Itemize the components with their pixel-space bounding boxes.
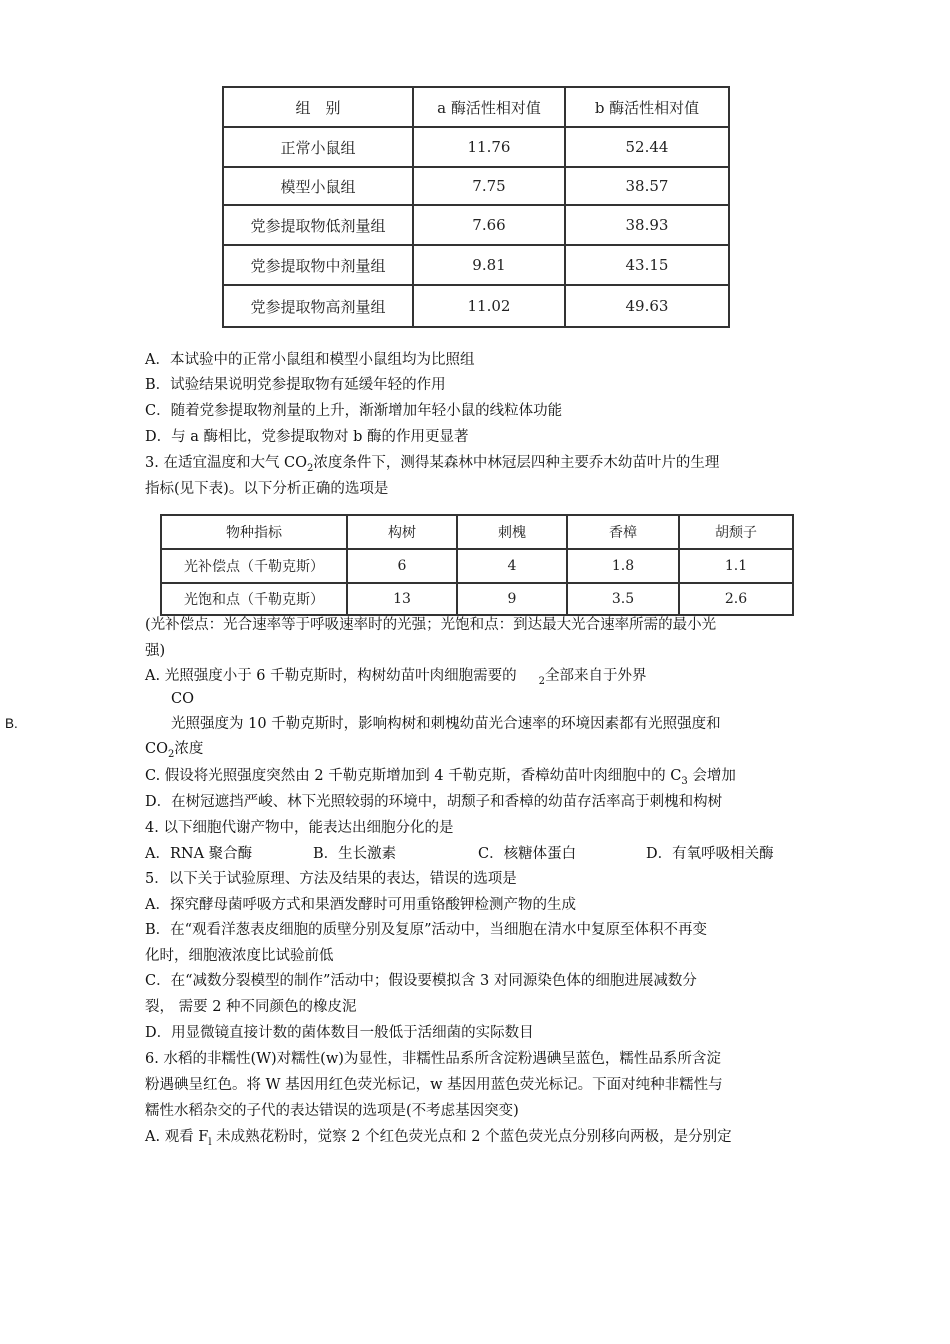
q5-option-d: D．用显微镜直接计数的菌体数目一般低于活细菌的实际数目 xyxy=(145,1025,534,1041)
table-header-cell: b 酶活性相对值 xyxy=(565,87,729,127)
q3-option-b-line-2: $CO_2$浓度 xyxy=(145,741,204,760)
q3-option-b-label: B. xyxy=(5,716,18,731)
table-cell: 1.1 xyxy=(679,549,793,583)
table-cell: 模型小鼠组 xyxy=(223,167,413,205)
table-cell: 光补偿点（千勒克斯） xyxy=(161,549,347,583)
table-header-cell: 组 别 xyxy=(223,87,413,127)
q4-option-b: B．生长激素 xyxy=(313,846,397,862)
table-row xyxy=(161,583,793,615)
table-cell: 党参提取物低剂量组 xyxy=(223,205,413,245)
q5-option-b-line-2: 化时，细胞液浓度比试验前低 xyxy=(145,948,334,964)
q2-option-a: A．本试验中的正常小鼠组和模型小鼠组均为比照组 xyxy=(145,352,475,368)
table-cell: 7.75 xyxy=(413,167,565,205)
q6-option-a: A. 观看 $F_l$ 未成熟花粉时，觉察 2 个红色荧光点和 2 个蓝色荧光点分别移向两极，是分别定 xyxy=(145,1129,732,1148)
q5-option-a: A．探究酵母菌呼吸方式和果酒发酵时可用重铬酸钾检测产物的生成 xyxy=(145,897,576,913)
table-header-cell: 刺槐 xyxy=(457,515,567,549)
q5-option-c-line-1: C．在“减数分裂模型的制作”活动中；假设要模拟含 3 对同源染色体的细胞进展减数分 xyxy=(145,973,697,989)
table-cell: 党参提取物中剂量组 xyxy=(223,245,413,285)
q5-option-c-line-2: 裂， 需要 2 种不同颜色的橡皮泥 xyxy=(145,999,357,1015)
table-header-cell: 胡颓子 xyxy=(679,515,793,549)
q3-option-a-co: CO xyxy=(171,691,194,707)
table-row xyxy=(223,285,729,327)
table-header-row xyxy=(223,87,729,127)
q3-option-d: D．在树冠遮挡严峻、林下光照较弱的环境中，胡颓子和香樟的幼苗存活率高于刺槐和构树 xyxy=(145,794,723,810)
table-cell: 4 xyxy=(457,549,567,583)
table-cell: 9.81 xyxy=(413,245,565,285)
q5-stem: 5．以下关于试验原理、方法及结果的表达，错误的选项是 xyxy=(145,871,517,887)
table-cell: 49.63 xyxy=(565,285,729,327)
table-cell: 11.76 xyxy=(413,127,565,167)
table-row xyxy=(223,167,729,205)
table-cell: 9 xyxy=(457,583,567,615)
table-cell: 正常小鼠组 xyxy=(223,127,413,167)
enzyme-activity-table xyxy=(222,86,730,328)
table-row xyxy=(223,245,729,285)
table-cell: 13 xyxy=(347,583,457,615)
table-cell: 38.57 xyxy=(565,167,729,205)
table-header-cell: 物种指标 xyxy=(161,515,347,549)
q3-option-c: C. 假设将光照强度突然由 2 千勒克斯增加到 4 千勒克斯，香樟幼苗叶肉细胞中的 $C_3$ 会增加 xyxy=(145,768,736,787)
table-row xyxy=(161,549,793,583)
q3-option-b-line-1: 光照强度为 10 千勒克斯时，影响构树和刺槐幼苗光合速率的环境因素都有光照强度和 xyxy=(171,716,721,732)
table-cell: 1.8 xyxy=(567,549,679,583)
q2-option-d: D．与 a 酶相比，党参提取物对 b 酶的作用更显著 xyxy=(145,429,469,445)
table-cell: 38.93 xyxy=(565,205,729,245)
table-row xyxy=(223,127,729,167)
table-cell: 7.66 xyxy=(413,205,565,245)
q5-option-b-line-1: B．在“观看洋葱表皮细胞的质壁分别及复原”活动中，当细胞在清水中复原至体积不再变 xyxy=(145,922,707,938)
table-cell: 6 xyxy=(347,549,457,583)
table-cell: 3.5 xyxy=(567,583,679,615)
q3-stem-line-2: 指标(见下表)。以下分析正确的选项是 xyxy=(145,481,389,497)
table-header-cell: 香樟 xyxy=(567,515,679,549)
q6-stem-line-2: 粉遇碘呈红色。将 W 基因用红色荧光标记，w 基因用蓝色荧光标记。下面对纯种非糯性与 xyxy=(145,1077,723,1093)
table-header-cell: 构树 xyxy=(347,515,457,549)
q3-option-a: A. 光照强度小于 6 千勒克斯时，构树幼苗叶肉细胞需要的 $_2$全部来自于外界 xyxy=(145,668,647,687)
q3-stem-line-1: 3. 在适宜温度和大气 $CO_2$浓度条件下，测得某森林中林冠层四种主要乔木幼苗叶片的生理 xyxy=(145,455,720,474)
table-row xyxy=(223,205,729,245)
table-cell: 光饱和点（千勒克斯） xyxy=(161,583,347,615)
table-cell: 党参提取物高剂量组 xyxy=(223,285,413,327)
q4-option-d: D．有氧呼吸相关酶 xyxy=(646,846,774,862)
table-header-row xyxy=(161,515,793,549)
seedling-light-table xyxy=(160,514,794,616)
q3-note-line-1: (光补偿点：光合速率等于呼吸速率时的光强；光饱和点：到达最大光合速率所需的最小光 xyxy=(145,617,717,633)
table-cell: 43.15 xyxy=(565,245,729,285)
q2-option-b: B．试验结果说明党参提取物有延缓年轻的作用 xyxy=(145,377,446,393)
q4-option-a: A．RNA 聚合酶 xyxy=(145,846,253,862)
q3-note-line-2: 强) xyxy=(145,643,166,659)
q6-stem-line-1: 6. 水稻的非糯性(W)对糯性(w)为显性，非糯性品系所含淀粉遇碘呈蓝色，糯性品系所含淀 xyxy=(145,1051,721,1067)
table-cell: 2.6 xyxy=(679,583,793,615)
table-cell: 52.44 xyxy=(565,127,729,167)
q2-option-c: C．随着党参提取物剂量的上升，渐渐增加年轻小鼠的线粒体功能 xyxy=(145,403,563,419)
q6-stem-line-3: 糯性水稻杂交的子代的表达错误的选项是(不考虑基因突变) xyxy=(145,1103,519,1119)
table-cell: 11.02 xyxy=(413,285,565,327)
q4-option-c: C．核糖体蛋白 xyxy=(478,846,577,862)
q4-stem: 4. 以下细胞代谢产物中，能表达出细胞分化的是 xyxy=(145,820,454,836)
table-header-cell: a 酶活性相对值 xyxy=(413,87,565,127)
